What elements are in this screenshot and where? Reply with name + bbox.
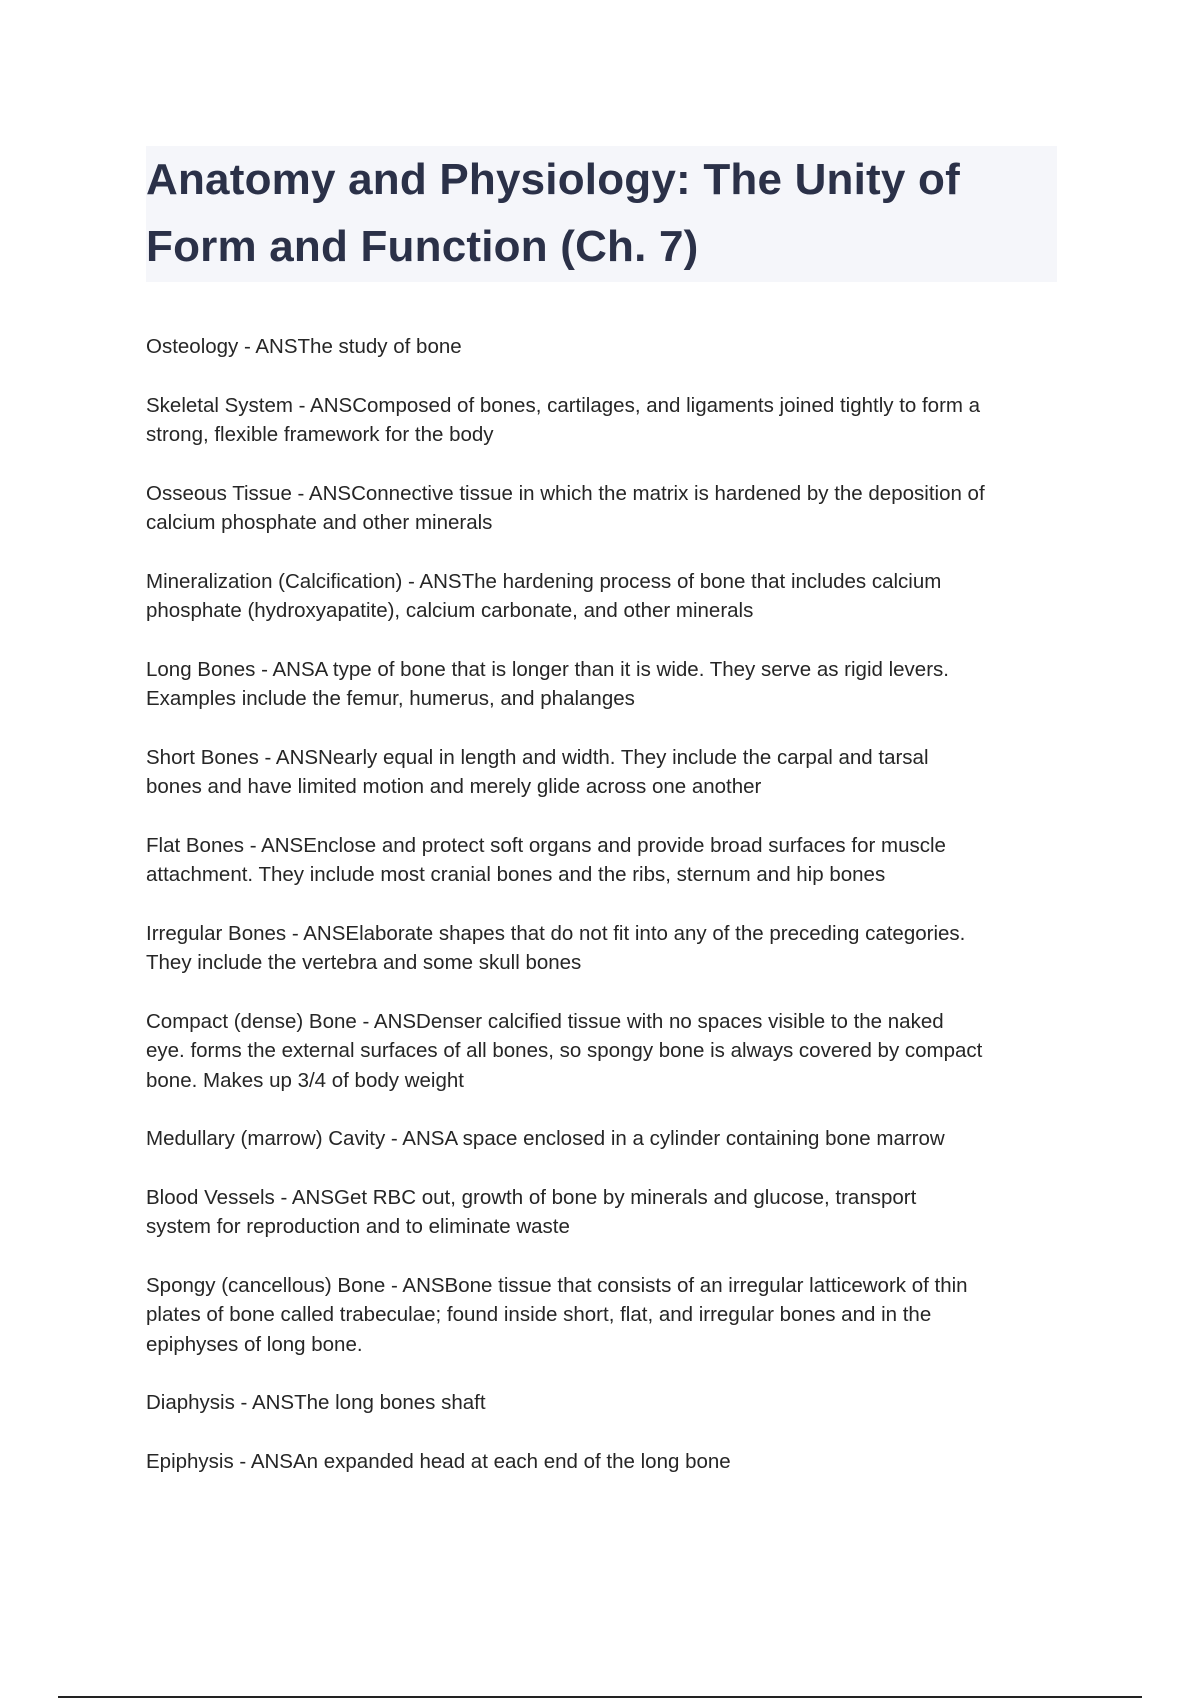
document-title: Anatomy and Physiology: The Unity of Form and Function (Ch. 7) <box>146 155 960 271</box>
flashcard-entry: Spongy (cancellous) Bone - ANSBone tissue that consists of an irregular latticework of thin plates of bone called trabeculae; found inside short, flat, and irregular bones and in the epiphyses of long bone. <box>146 1273 968 1356</box>
flashcard-entry: Irregular Bones - ANSElaborate shapes that do not fit into any of the preceding categories. They include the vertebra and some skull bones <box>146 921 966 974</box>
flashcard-entry: Long Bones - ANSA type of bone that is longer than it is wide. They serve as rigid levers. Examples include the femur, humerus, and phalanges <box>146 657 949 710</box>
footer-divider <box>58 1696 1142 1698</box>
flashcard-entry: Flat Bones - ANSEnclose and protect soft organs and provide broad surfaces for muscle attachment. They include most cranial bones and the ribs, sternum and hip bones <box>146 833 946 886</box>
flashcard-entry: Compact (dense) Bone - ANSDenser calcified tissue with no spaces visible to the naked eye. forms the external surfaces of all bones, so spongy bone is always covered by compact bone. Makes up 3/4 of body weight <box>146 1009 983 1092</box>
flashcard-entry: Medullary (marrow) Cavity - ANSA space enclosed in a cylinder containing bone marrow <box>146 1127 945 1150</box>
flashcard-entry: Osteology - ANSThe study of bone <box>146 335 462 358</box>
flashcard-entry: Osseous Tissue - ANSConnective tissue in which the matrix is hardened by the deposition of calcium phosphate and other minerals <box>146 481 985 534</box>
flashcard-entry: Blood Vessels - ANSGet RBC out, growth of bone by minerals and glucose, transport system for reproduction and to eliminate waste <box>146 1185 917 1238</box>
flashcard-entry: Diaphysis - ANSThe long bones shaft <box>146 1391 486 1414</box>
flashcard-list <box>146 332 1066 1505</box>
flashcard-entry: Skeletal System - ANSComposed of bones, cartilages, and ligaments joined tightly to form a strong, flexible framework for the body <box>146 393 981 446</box>
flashcard-entry: Epiphysis - ANSAn expanded head at each end of the long bone <box>146 1449 731 1473</box>
title-banner <box>146 146 1057 282</box>
flashcard-entry: Mineralization (Calcification) - ANSThe hardening process of bone that includes calcium phosphate (hydroxyapatite), calcium carbonate, and other minerals <box>146 569 942 622</box>
flashcard-entry: Short Bones - ANSNearly equal in length and width. They include the carpal and tarsal bones and have limited motion and merely glide across one another <box>146 745 929 798</box>
